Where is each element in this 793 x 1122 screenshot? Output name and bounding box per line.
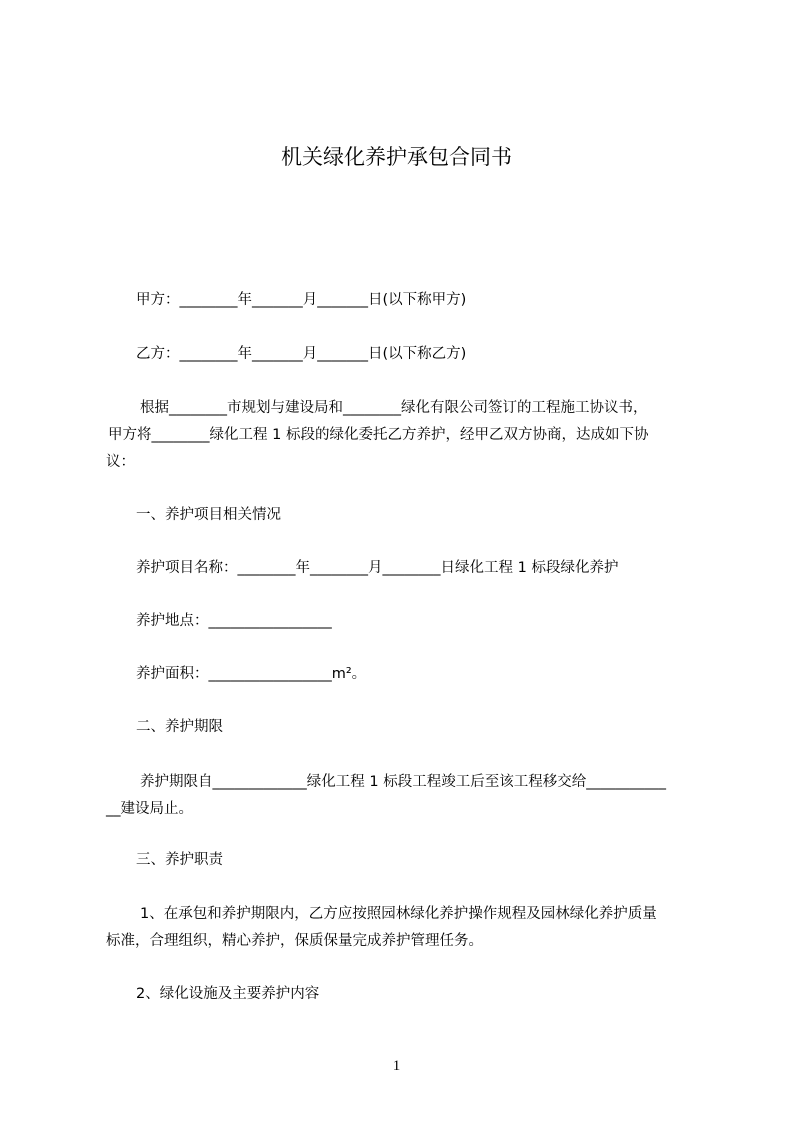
party-a-line: 甲方：________年_______月_______日(以下称甲方) [136, 292, 467, 308]
section-3-heading: 三、养护职责 [136, 852, 223, 868]
location-line: 养护地点：_________________ [136, 613, 332, 629]
project-name-line: 养护项目名称：________年________月________日绿化工程 1 标段绿化养护 [136, 560, 619, 576]
area-line: 养护面积：_________________m²。 [136, 666, 367, 682]
duty-1-line-2: 标准，合理组织，精心养护，保质保量完成养护管理任务。 [106, 933, 483, 949]
intro-paragraph-line-1: 根据________市规划与建设局和________绿化有限公司签订的工程施工协议书， [140, 400, 648, 416]
period-line-1: 养护期限自_____________绿化工程 1 标段工程竣工后至该工程移交给___________ [140, 774, 666, 790]
intro-paragraph-line-3: 议： [106, 454, 135, 470]
intro-paragraph-line-2: 甲方将________绿化工程 1 标段的绿化委托乙方养护，经甲乙双方协商，达成如下协 [108, 427, 649, 443]
period-line-2: __建设局止。 [106, 801, 193, 817]
duty-2-heading: 2、绿化设施及主要养护内容 [136, 986, 320, 1002]
duty-1-line-1: 1、在承包和养护期限内，乙方应按照园林绿化养护操作规程及园林绿化养护质量 [140, 906, 657, 922]
section-2-heading: 二、养护期限 [136, 719, 223, 735]
section-1-heading: 一、养护项目相关情况 [136, 507, 281, 523]
page-number: 1 [392, 1058, 401, 1074]
document-title: 机关绿化养护承包合同书 [281, 145, 512, 169]
party-b-line: 乙方：________年_______月_______日(以下称乙方) [136, 346, 467, 362]
